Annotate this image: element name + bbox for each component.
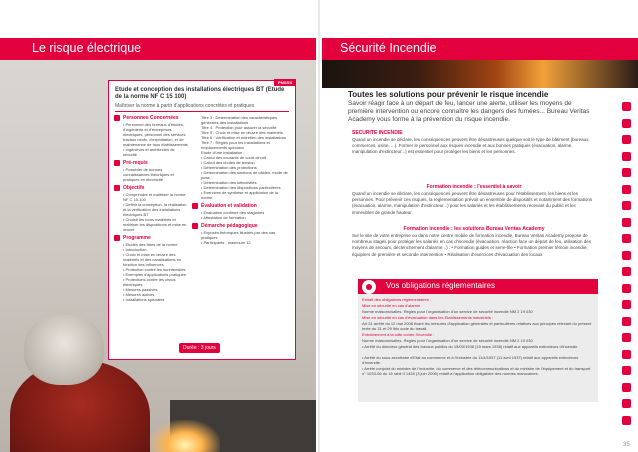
training-card bbox=[108, 80, 296, 360]
section-item: Titre 4 : Protection pour assurer la sécurité bbox=[201, 125, 277, 130]
section-title: Evaluation et validation bbox=[201, 203, 257, 209]
leaf-icon bbox=[622, 251, 631, 260]
section-item: • Introduction bbox=[123, 247, 147, 252]
section-title: Pré-requis bbox=[123, 160, 148, 166]
hazard-icon bbox=[622, 168, 631, 177]
person-icon bbox=[622, 185, 631, 194]
drop-icon bbox=[622, 350, 631, 359]
obligation-line: Extrait des obligations réglementaires : bbox=[362, 297, 431, 302]
section-item: • Installations spéciales bbox=[123, 297, 165, 302]
spark-glow bbox=[150, 420, 220, 452]
right-section bbox=[193, 203, 289, 220]
bolt-icon bbox=[622, 317, 631, 326]
section-item: • Posséder de bonnes connaissances théoriques et pratiques en électricité bbox=[123, 167, 174, 182]
right-header-bar bbox=[322, 38, 638, 60]
section-item: • Protection contre les surintensités bbox=[123, 267, 186, 272]
fire-extinguisher-icon bbox=[622, 102, 631, 111]
obligation-line: Mise en sécurité en cas d'évacuation dans les Etablissements industriels : bbox=[362, 315, 494, 320]
right-intro: Savoir réagir face à un départ de feu, lancer une alerte, utiliser les moyens de première intervention ou encore connaître les dangers des fumées... Bureau Veritas Academy vous forme à la prévention du risque incendie. bbox=[348, 100, 590, 123]
section-item: Titre 6 : Vérification et entretien des installations bbox=[201, 135, 287, 140]
page-number: 35 bbox=[623, 442, 630, 448]
right-section bbox=[193, 115, 289, 200]
gear-icon bbox=[622, 218, 631, 227]
section-icon bbox=[114, 115, 120, 121]
section-icon bbox=[192, 203, 198, 209]
section-item: • Exercices de synthèse et application de la norme bbox=[201, 190, 278, 200]
shield-icon bbox=[622, 333, 631, 342]
right-header-title: Sécurité Incendie bbox=[340, 41, 437, 55]
obligations-title: Vos obligations réglementaires bbox=[386, 281, 495, 290]
section-title: Objectifs bbox=[123, 185, 145, 191]
card-subtitle: Maîtriser la norme à partir d'applications concrètes et pratiques bbox=[115, 103, 255, 109]
section-item: Titre 5 : Choix et mise en œuvre des matériels bbox=[201, 130, 283, 135]
block-paragraph: Quand un incendie se déclare, les conséquences peuvent être désastreuses quelque soit le type de bâtiment (bureaux, commerces, usine, ...). Former le personnel aux risques incendie et aux bonnes pratiques (évacuation, alarme, manipulation d'extincteur...) est essentiel pour protéger les biens et les personnes. bbox=[352, 137, 590, 155]
left-header-bar bbox=[0, 38, 316, 60]
section-item: • Evaluation continue des stagiaires bbox=[201, 210, 265, 215]
obligation-line: • Arrêté du sous-secrétaire d'Etat au commerce et à l'industrie du 11/4/1937 (11 avril 1937) relatif aux appareils extincteurs d'incendie. bbox=[362, 355, 579, 365]
section-item: • Choisir les bons matériels et maîtriser les dispositions et mise en œuvre bbox=[123, 217, 187, 232]
car-icon bbox=[622, 416, 631, 425]
section-item: • Protections contre les chocs électriques bbox=[123, 277, 176, 287]
left-section bbox=[115, 235, 189, 302]
block-paragraph: Quand un incendie se déclare, les conséquences peuvent être désastreuses pour l'établissement, les biens et les personnes. Pour prévenir ces risques, la réglementation prévoit un ensemble de dispositifs et notamment des formations (évacuation, alarme, manipulation d'extincteur...) pour les salariés et les établissements recevant du public et les immeubles de grande hauteur. bbox=[352, 191, 593, 215]
factory-icon bbox=[622, 366, 631, 375]
section-item: Titre 7 : Règles pour les installations et emplacements spéciaux bbox=[201, 140, 270, 150]
section-item: • Ingénieurs et architectes de sécurité bbox=[123, 147, 175, 157]
block-heading: Formation incendie : les solutions Bureau Veritas Academy bbox=[403, 226, 545, 232]
helmet-icon bbox=[622, 152, 631, 161]
left-section bbox=[115, 115, 189, 157]
truck-icon bbox=[622, 267, 631, 276]
block-heading: SECURITE INCENDIE bbox=[352, 130, 403, 136]
section-title: Programme bbox=[123, 235, 151, 241]
left-header-title: Le risque électrique bbox=[32, 41, 142, 55]
eye-icon bbox=[622, 234, 631, 243]
section-item: Titre 3 : Détermination des caractéristiques générales des installations bbox=[201, 115, 278, 125]
obligation-line: Norme maisons/salles. Règles pour l'organisation d'un service de sécurité incendie NM 2 19 030 bbox=[362, 309, 533, 314]
section-icon bbox=[192, 223, 198, 229]
cross-icon bbox=[622, 135, 631, 144]
obligation-line: Entraînement à la lutte contre l'incendie : bbox=[362, 332, 435, 337]
obligation-line: Art 31 arrêté du 12 mai 2008 fixant les mesures d'application générales et particulières relatives aux principes relevant du présent texte du 31 et 29 Ibis code du travail. bbox=[362, 321, 592, 331]
left-section bbox=[115, 185, 189, 232]
obligation-line: • Arrêté conjoint du ministre de l'industrie, du commerce et des télécommunications et du ministre de l'équipement et du transport n° 1033-06 du 16 rabii II 1428 (3 juin 2006) relatif à l'application obligatoire des normes marocaines. bbox=[362, 366, 591, 376]
section-title: Démarche pédagogique bbox=[201, 223, 258, 229]
section-item: • Détermination des protections bbox=[201, 165, 257, 170]
section-item: • Comprendre et maîtriser la norme NF C 15-100 bbox=[123, 192, 186, 202]
section-item: • Mesures actives bbox=[123, 292, 155, 297]
card-title: Etude et conception des installations électriques BT (Etude de la norme NF C 15 100) bbox=[115, 87, 285, 100]
section-item: • Exemples d'applications pratiques bbox=[123, 272, 186, 277]
obligation-line: • Arrêté du directeur général des travaux publics du 15/03/1938 (15 mars 1938) relatif aux appareils extincteurs d'incendie. bbox=[362, 344, 579, 349]
section-item: • Attestation de formation bbox=[201, 215, 246, 220]
section-item: • Calcul des courants de court-circuit bbox=[201, 155, 266, 160]
right-section bbox=[193, 223, 289, 245]
section-item: • Exposés théoriques illustrés par des cas pratiques bbox=[201, 230, 276, 240]
section-item: • Personnel des bureaux d'études, d'ingénierie et d'entreprises électriques, personnel des services travaux neufs, d'exploitation, et de maintenance de tous établissements bbox=[123, 122, 188, 147]
section-icon bbox=[114, 160, 120, 166]
globe-icon bbox=[622, 399, 631, 408]
card-right-column bbox=[193, 115, 289, 245]
section-item: • Définir la conception, la réalisation et la vérification des installations électriques BT bbox=[123, 202, 187, 217]
section-title: Personnes Concernées bbox=[123, 115, 179, 121]
card-tag: PMSSS bbox=[274, 79, 296, 86]
card-left-column bbox=[115, 115, 189, 302]
flame-icon bbox=[622, 119, 631, 128]
section-item: • Participants : maximum 12 bbox=[201, 240, 251, 245]
section-item: • Etudes des titres de la norme bbox=[123, 242, 178, 247]
section-item: • Détermination des sélectivités bbox=[201, 180, 257, 185]
obligations-icon bbox=[362, 280, 376, 294]
page-gutter bbox=[318, 0, 320, 452]
section-icon bbox=[114, 185, 120, 191]
building-icon bbox=[622, 284, 631, 293]
tools-icon bbox=[622, 300, 631, 309]
block-paragraph: Sur le site de votre entreprise ou dans notre centre mobile de formation incendie, Bureau Veritas Academy propose de nombreux stages pour protéger les salariés en cas d'incendie (évacuation, réaction face un départ de feu, utilisation des moyens de secours, déclenchement d'alarme...) : • Formation guides et serre-file • Formation premier témoin incendie, équipiers de première et seconde intervention • Réalisation d'exercices d'évacuation des locaux bbox=[352, 233, 592, 257]
fire-banner-photo bbox=[322, 60, 638, 88]
right-heading: Toutes les solutions pour prévenir le risque incendie bbox=[348, 90, 549, 99]
obligations-banner bbox=[358, 279, 598, 294]
obligation-line: Norme maisons/salles. Règles pour l'organisation d'un service de sécurité incendie NM 2 19 030 bbox=[362, 338, 533, 343]
block-heading: Formation incendie : l'essentiel à savoir bbox=[426, 184, 522, 190]
wrench-icon bbox=[622, 201, 631, 210]
star-icon bbox=[622, 383, 631, 392]
section-item: • Calcul des chutes de tension bbox=[201, 160, 255, 165]
duration-badge: Durée : 3 jours bbox=[179, 343, 220, 353]
section-item: • Détermination des dispositions particulières bbox=[201, 185, 281, 190]
left-section bbox=[115, 160, 189, 182]
section-item: • Mesures passives bbox=[123, 287, 158, 292]
section-icon bbox=[114, 235, 120, 241]
section-item: Etude d'une installation : bbox=[201, 150, 245, 155]
obligation-line: Mise en sécurité en cas d'alarme bbox=[362, 303, 421, 308]
worker-helmet-shape bbox=[24, 315, 104, 385]
section-item: • Détermination des sections de câbles, mode de pose... bbox=[201, 170, 288, 180]
card-divider bbox=[115, 111, 289, 112]
section-item: • Choix et mise en œuvre des matériels et des canalisations en fonction des influences bbox=[123, 252, 182, 267]
